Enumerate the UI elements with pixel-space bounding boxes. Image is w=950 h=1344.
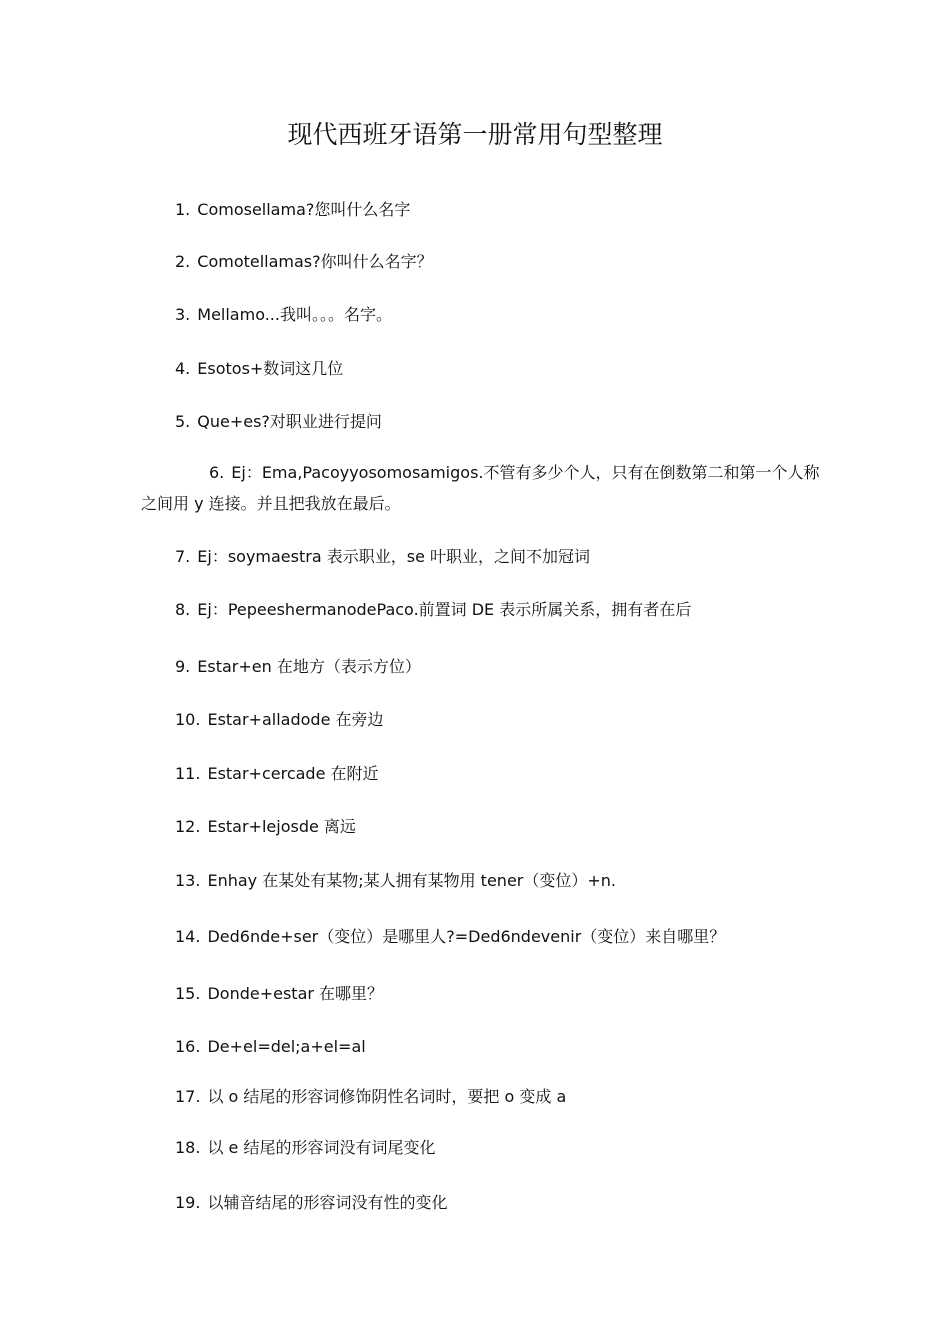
item-text: Esotos+数词这几位: [197, 359, 344, 378]
list-item: [175, 1192, 835, 1214]
list-item: [141, 457, 821, 519]
list-item: [175, 411, 835, 433]
item-text: Mellamo...我叫。。。名字。: [197, 305, 392, 324]
item-number: 8.: [175, 600, 191, 619]
item-text: Donde+estar 在哪里？: [207, 984, 384, 1003]
item-text: Enhay 在某处有某物;某人拥有某物用 tener（变位）+n.: [207, 871, 616, 890]
item-number: 6.: [209, 463, 225, 482]
item-text: Comosellama?您叫什么名字: [197, 200, 411, 219]
item-text: Que+es?对职业进行提问: [197, 412, 382, 431]
list-item: [175, 358, 835, 380]
list-item: [175, 199, 835, 221]
item-number: 18.: [175, 1138, 201, 1157]
list-item: [175, 709, 835, 731]
item-text: Estar+lejosde 离远: [207, 817, 356, 836]
item-text: Estar+en 在地方（表示方位）: [197, 657, 421, 676]
item-text: Ej：soymaestra 表示职业，se 叶职业，之间不加冠词: [197, 547, 590, 566]
list-item: [175, 546, 835, 568]
item-text: Comotellamas?你叫什么名字？: [197, 252, 433, 271]
item-text: Estar+alladode 在旁边: [207, 710, 384, 729]
list-item: [175, 251, 835, 273]
list-item: [175, 983, 835, 1005]
item-text: 以 o 结尾的形容词修饰阴性名词时，要把 o 变成 a: [207, 1087, 567, 1106]
item-text: 以辅音结尾的形容词没有性的变化: [207, 1193, 448, 1212]
item-number: 17.: [175, 1087, 201, 1106]
list-item: [175, 304, 835, 326]
item-text: 以 e 结尾的形容词没有词尾变化: [207, 1138, 436, 1157]
list-item: [175, 1036, 835, 1058]
list-item: [175, 599, 835, 621]
list-item: [175, 1086, 835, 1108]
item-number: 12.: [175, 817, 201, 836]
item-number: 3.: [175, 305, 191, 324]
item-text: De+el=del;a+el=al: [207, 1037, 366, 1056]
list-item: [175, 1137, 835, 1159]
item-number: 7.: [175, 547, 191, 566]
item-number: 11.: [175, 764, 201, 783]
item-number: 13.: [175, 871, 201, 890]
item-number: 19.: [175, 1193, 201, 1212]
item-text: Ej：Ema,Pacoyyosomosamigos.不管有多少个人，只有在倒数第二和第一个人称之间用 y 连接。并且把我放在最后。: [141, 463, 820, 513]
item-number: 2.: [175, 252, 191, 271]
item-text: Ej：PepeeshermanodePaco.前置词 DE 表示所属关系，拥有者在后: [197, 600, 692, 619]
item-number: 14.: [175, 927, 201, 946]
item-text: Ded6nde+ser（变位）是哪里人?=Ded6ndevenir（变位）来自哪里？: [207, 927, 726, 946]
item-number: 5.: [175, 412, 191, 431]
list-item: [175, 926, 835, 948]
item-number: 9.: [175, 657, 191, 676]
item-number: 1.: [175, 200, 191, 219]
list-item: [175, 870, 835, 892]
page-title: 现代西班牙语第一册常用句型整理: [287, 120, 663, 149]
item-number: 10.: [175, 710, 201, 729]
item-number: 15.: [175, 984, 201, 1003]
list-item: [175, 656, 835, 678]
list-item: [175, 763, 835, 785]
list-item: [175, 816, 835, 838]
item-text: Estar+cercade 在附近: [207, 764, 379, 783]
item-number: 16.: [175, 1037, 201, 1056]
item-number: 4.: [175, 359, 191, 378]
